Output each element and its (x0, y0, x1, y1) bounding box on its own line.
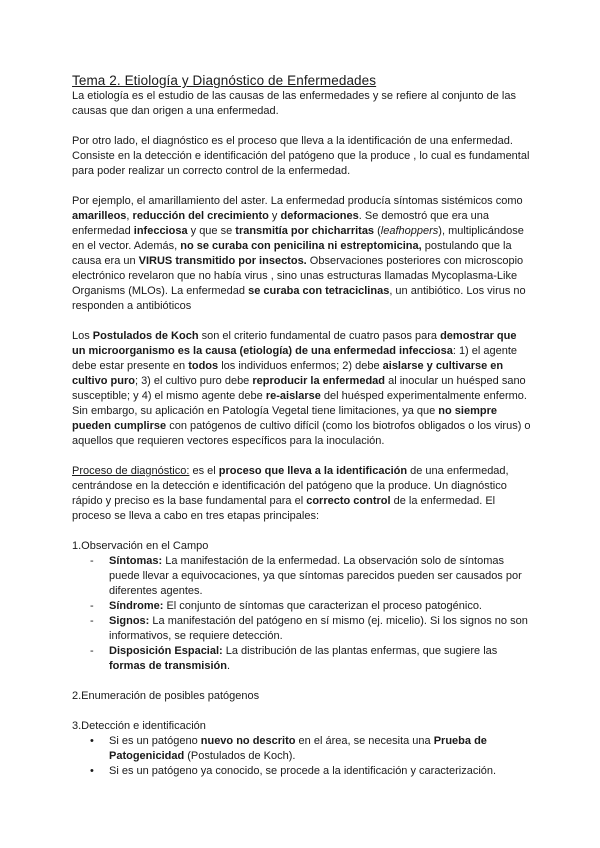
bold-run: VIRUS transmitido por insectos. (138, 255, 307, 267)
item-text: La manifestación de la enfermedad. La observación solo de síntomas puede llevar a equivocaciones, ya que síntomas parecidos pueden ser causados por diferentes agentes. (109, 555, 522, 597)
diagnostico-paragraph: Por otro lado, el diagnóstico es el proceso que lleva a la identificación de una enfermedad. Consiste en la detección e identificación del patógeno que la produce , lo cual es fundamental para poder realizar un correcto control de la enfermedad. (72, 135, 530, 177)
stage1-list (72, 554, 532, 674)
bold-run: formas de transmisión (109, 660, 227, 672)
text-run: del huésped experimentalmente enfermo. Sin embargo, su aplicación en Patología Vegetal tiene limitaciones, ya que (72, 390, 527, 417)
text-run: y que se (187, 225, 236, 237)
list-item (109, 599, 532, 614)
item-label: Síntomas: (109, 555, 163, 567)
bold-run: Postulados de Koch (92, 330, 199, 342)
text-run: Si es un patógeno (109, 735, 201, 747)
bold-run: demostrar que un microorganismo es la causa (etiología) de una enfermedad infecciosa (72, 330, 517, 357)
bold-run: re-aislarse (265, 390, 321, 402)
text-run: al inocular un huésped sano susceptible; y 4) el mismo agente debe (72, 375, 526, 402)
item-label: Disposición Espacial: (109, 645, 223, 657)
text-run: de una enfermedad, centrándose en la detección e identificación del patógeno que la produce. Un diagnóstico rápido y preciso es la base fundamental para el (72, 465, 509, 507)
underlined-run: Proceso de diagnóstico: (72, 465, 190, 477)
stage3-heading: 3.Detección e identificación (72, 720, 206, 732)
item-text: El conjunto de síntomas que caracterizan el proceso patogénico. (163, 600, 482, 612)
list-item (109, 614, 532, 644)
example-paragraph (72, 194, 532, 314)
text-run: : 1) el agente debe estar presente en (72, 345, 518, 372)
item-label: Signos: (109, 615, 150, 627)
text-run: Si es un patógeno ya conocido, se procede a la identificación y caracterización. (109, 765, 497, 777)
item-text: La manifestación del patógeno en sí mismo (ej. micelio). Si los signos no son informativos, se requiere detección. (109, 615, 528, 642)
text-run: . (226, 660, 231, 672)
text-run: es el (189, 465, 219, 477)
text-run: y (268, 210, 281, 222)
text-run: Observaciones posteriores con microscopio electrónico revelaron que no había virus , sino unas estructuras llamadas Mycoplasma-Like Organisms (MLOs). La enfermedad (72, 255, 524, 297)
stage3-list (72, 734, 532, 779)
bold-run: nuevo no descrito (200, 735, 296, 747)
proceso-paragraph (72, 464, 532, 524)
text-run: ( (374, 225, 381, 237)
bold-run: se curaba con tetraciclinas (248, 285, 390, 297)
bold-run: amarilleos (72, 210, 127, 222)
list-item (109, 734, 532, 764)
list-item (109, 554, 532, 599)
stage1-heading: 1.Observación en el Campo (72, 540, 209, 552)
bold-run: infecciosa (133, 225, 188, 237)
bold-run: Prueba de Patogenicidad (109, 735, 487, 762)
text-run: (Postulados de Koch). (184, 750, 296, 762)
text-run: en el área, se necesita una (295, 735, 434, 747)
text-run: con patógenos de cultivo difícil (como los biotrofos obligados o los virus) o aquellos que requieren vectores específicos para la inoculación. (72, 420, 531, 447)
text-run: postulando que la causa era un (72, 240, 512, 267)
text-run: Por ejemplo, el amarillamiento del aster. La enfermedad producía síntomas sistémicos como (72, 195, 523, 207)
bold-run: no se curaba con penicilina ni estreptomicina, (180, 240, 422, 252)
text-run: de la enfermedad. El proceso se lleva a cabo en tres etapas principales: (72, 495, 496, 522)
text-run: , un antibiótico. Los virus no responden a antibióticos (72, 285, 526, 312)
list-item (109, 764, 532, 779)
text-run: ; 3) el cultivo puro debe (134, 375, 253, 387)
item-label: Síndrome: (109, 600, 164, 612)
bold-run: transmitía por chicharritas (235, 225, 375, 237)
list-item (109, 644, 532, 674)
text-run: los individuos enfermos; 2) debe (218, 360, 383, 372)
text-run: Los (72, 330, 93, 342)
bold-run: todos (188, 360, 219, 372)
text-run: son el criterio fundamental de cuatro pasos para (198, 330, 441, 342)
text-run: , (126, 210, 133, 222)
etiologia-paragraph: La etiología es el estudio de las causas de las enfermedades y se refiere al conjunto de las causas que dan origen a una enfermedad. (72, 90, 516, 117)
bold-run: proceso que lleva a la identificación (218, 465, 408, 477)
bold-run: reducción del crecimiento (132, 210, 269, 222)
italic-run: leafhoppers (380, 225, 439, 237)
item-text: La distribución de las plantas enfermas, que sugiere las (222, 645, 498, 657)
page-title: Tema 2. Etiología y Diagnóstico de Enfermedades (72, 73, 377, 88)
bold-run: aislarse y cultivarse en cultivo puro (72, 360, 504, 387)
stage2-heading: 2.Enumeración de posibles patógenos (72, 690, 260, 702)
bold-run: no siempre pueden cumplirse (72, 405, 497, 432)
bold-run: deformaciones (280, 210, 359, 222)
koch-paragraph (72, 329, 532, 449)
bold-run: correcto control (306, 495, 391, 507)
bold-run: reproducir la enfermedad (252, 375, 386, 387)
document-content (72, 72, 532, 779)
text-run: . Se demostró que era una enfermedad (72, 210, 489, 237)
text-run: ), multiplicándose en el vector. Además, (72, 225, 524, 252)
